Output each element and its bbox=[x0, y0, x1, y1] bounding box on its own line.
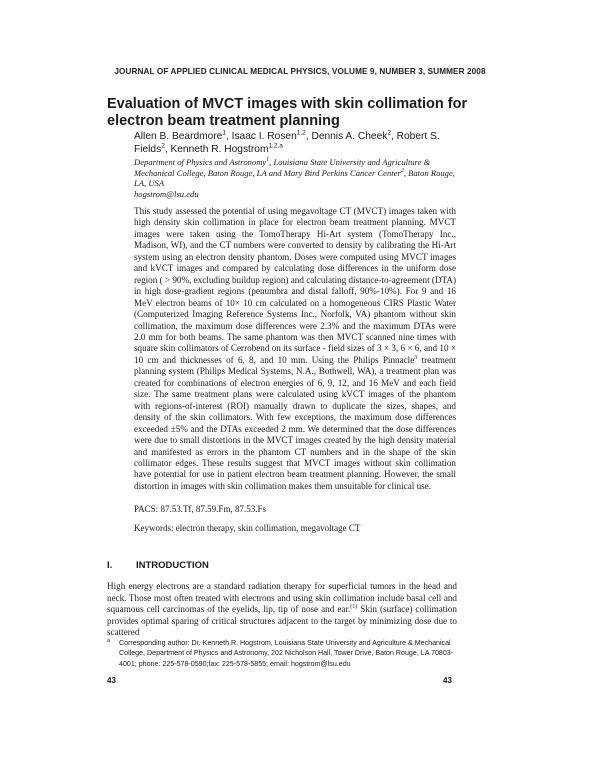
author-superscript: 1 bbox=[222, 129, 226, 137]
abstract-superscript: 3 bbox=[414, 354, 418, 361]
affiliation-superscript: 2 bbox=[400, 167, 404, 174]
abstract-text: This study assessed the potential of using megavoltage CT (MVCT) images taken with high density skin collimation in place for electron beam treatment planning. MVCT images were taken using the TomoTherapy Hi-Art system (TomoTherapy Inc., Madison, WI), and the CT numbers were converted to density by calibrating the Hi-Art system using an electron density phantom. Doses were computed using MVCT images and kVCT images and compared by calculating dose differences in the uniform dose region ( > 90%, excluding buildup region) and calculating distance-to-agreement (DTA) in high dose-gradient regions (penumbra and distal falloff, 90%-10%). For 9 and 16 MeV electron beams of 10× 10 cm calculated on a homogeneous CIRS Plastic Water (Computerized Imaging Reference Systems Inc., Norfolk, VA) phantom without skin collimation, the maximum dose differences were 2.3% and the maximum DTAs were 2.0 mm for both beams. The same phantom was then MVCT scanned nine times with square skin collimators of Cerrobend on its surface - field sizes of 3 × 3, 6 × 6, and 10 × 10 cm and thicknesses of 6, 8, and 10 mm. Using the Philips Pinnacle bbox=[134, 206, 456, 365]
author-name: Allen B. Beardmore bbox=[134, 131, 223, 142]
author-name: , Dennis A. Cheek bbox=[305, 131, 388, 142]
affiliation-superscript: 1 bbox=[266, 157, 270, 164]
author-name: , Kenneth R. Hogstrom bbox=[164, 143, 269, 155]
author-superscript: 2 bbox=[161, 142, 165, 150]
section-title: INTRODUCTION bbox=[136, 560, 209, 571]
affiliation-email: hogstrom@lsu.edu bbox=[134, 188, 199, 199]
intro-text: Skin (surface) collimation provides optimal sparing of critical structures adjacent to the target by minimizing dose due to scattered bbox=[107, 604, 457, 637]
keywords-line: Keywords: electron therapy, skin collimation, megavoltage CT bbox=[134, 523, 361, 533]
affiliation-text: , Louisiana State University and Agriculture & Mechanical College, Baton Rouge, LA and Mary Bird Perkins Cancer Center bbox=[134, 157, 431, 178]
page-number-right: 43 bbox=[443, 676, 452, 685]
author-superscript: 1,2 bbox=[296, 129, 306, 137]
affiliation bbox=[134, 157, 464, 199]
author-name: , Robert S. Fields bbox=[134, 131, 440, 155]
section-heading bbox=[107, 560, 209, 571]
author-name: , Isaac I. Rosen bbox=[225, 131, 297, 142]
abstract bbox=[134, 206, 456, 492]
author-list bbox=[134, 131, 474, 156]
intro-text: High energy electrons are a standard radiation therapy for superficial tumors in the head and neck. Those most often treated with electrons and using skin collimation include basal cell and squamous cell carcinomas of the eyelids, lip, tip of nose and ear. bbox=[107, 581, 457, 614]
footnote-mark: a bbox=[107, 638, 111, 644]
author-superscript: 1,2,a bbox=[268, 142, 283, 150]
affiliation-text: , Baton Rouge, LA, USA bbox=[134, 167, 455, 189]
pacs-line: PACS: 87.53.Tf, 87.59.Fm, 87.53.Fs bbox=[134, 504, 266, 514]
intro-paragraph bbox=[107, 581, 457, 639]
journal-header: JOURNAL OF APPLIED CLINICAL MEDICAL PHYSICS, VOLUME 9, NUMBER 3, SUMMER 2008 bbox=[114, 67, 486, 76]
affiliation-text: Department of Physics and Astronomy bbox=[134, 157, 267, 167]
footnote bbox=[107, 638, 457, 669]
citation-ref: (1) bbox=[350, 603, 358, 610]
abstract-text: treatment planning system (Philips Medical Systems, N.A., Bothwell, WA), a treatment plan was created for combinations of electron energies of 6, 9, 12, and 16 MeV and each field size. The same treatment plans were calculated using kVCT images of the phantom with regions-of-interest (ROI) manually drawn to duplicate the sizes, shapes, and density of the skin collimators. With few exceptions, the maximum dose differences exceeded ±5% and the DTAs exceeded 2 mm. We determined that the dose differences were due to small distortions in the MVCT images created by the high density material and manifested as errors in the phantom CT numbers and in the shape of the skin collimator edges. These results suggest that MVCT images without skin collimation have potential for use in patient electron beam treatment planning. However, the small distortion in images with skin collimation makes them unsuitable for clinical use. bbox=[134, 354, 456, 491]
author-superscript: 2 bbox=[387, 129, 391, 137]
footnote-text: Corresponding author: Dr. Kenneth R. Hogstrom, Louisiana State University and Agriculture & Mechanical College, Department of Physics and Astronomy, 202 Nicholson Hall, Tower Drive, Baton Rouge, LA 70803-4001; phone: 225-578-0590;fax: 225-578-5855; email: hogstrom@lsu.edu bbox=[119, 639, 454, 668]
paper-title: Evaluation of MVCT images with skin collimation for electron beam treatment planning bbox=[107, 96, 468, 129]
page-number-left: 43 bbox=[107, 676, 116, 685]
section-number: I. bbox=[107, 560, 113, 571]
